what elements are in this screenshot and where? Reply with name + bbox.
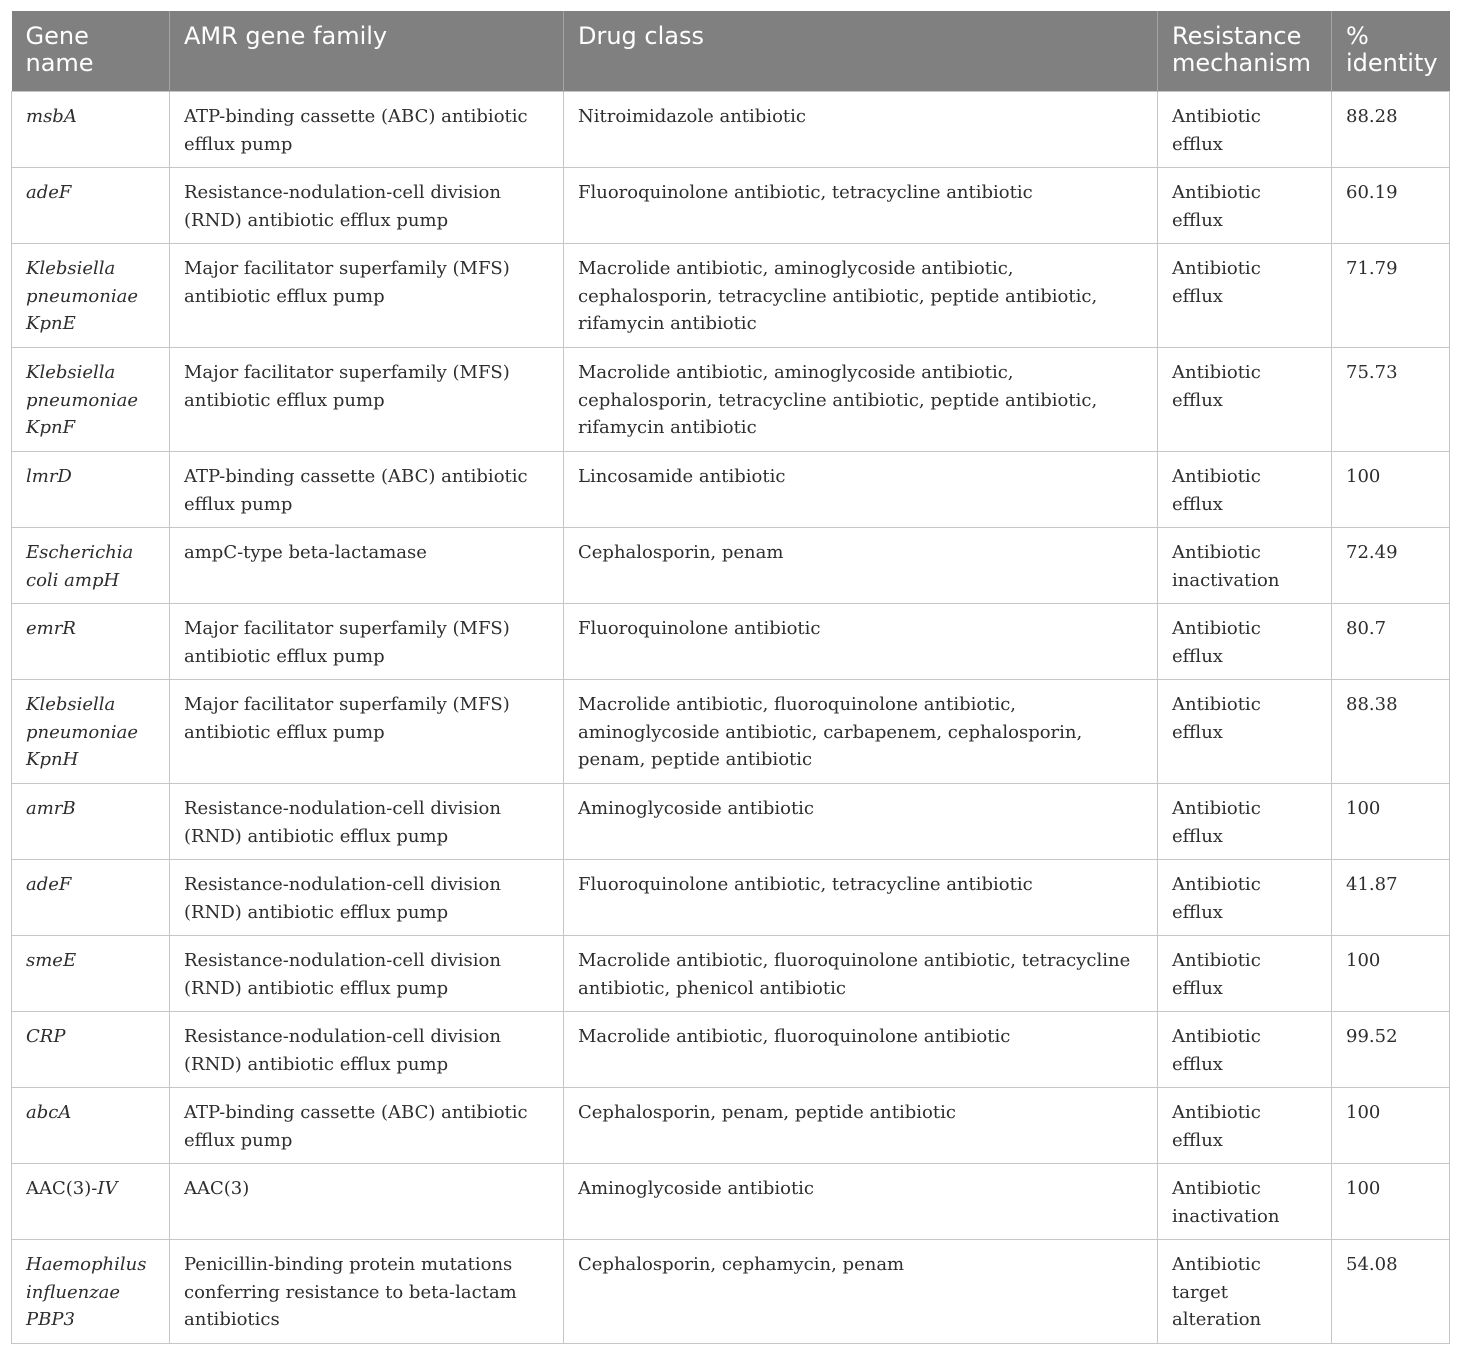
- resistance-mechanism-cell: Antibiotic efflux: [1158, 680, 1332, 784]
- gene-name-upright-part: AAC(3)-: [26, 1178, 98, 1199]
- percent-identity-cell: 75.73: [1332, 348, 1450, 452]
- gene-name-cell: emrR: [12, 604, 170, 680]
- percent-identity-cell: 88.38: [1332, 680, 1450, 784]
- percent-identity-cell: 41.87: [1332, 860, 1450, 936]
- percent-identity-cell: 100: [1332, 784, 1450, 860]
- amr-gene-family-cell: Penicillin-binding protein mutations conferring resistance to beta-lactam antibiotics: [170, 1240, 564, 1344]
- amr-gene-family-cell: ampC-type beta-lactamase: [170, 528, 564, 604]
- table-row: [12, 784, 1450, 860]
- header-drug-class: Drug class: [564, 11, 1158, 92]
- table-row: [12, 936, 1450, 1012]
- table-row: [12, 452, 1450, 528]
- table-row: [12, 1012, 1450, 1088]
- resistance-mechanism-cell: Antibiotic efflux: [1158, 348, 1332, 452]
- percent-identity-cell: 88.28: [1332, 92, 1450, 168]
- resistance-mechanism-cell: Antibiotic efflux: [1158, 92, 1332, 168]
- drug-class-cell: Aminoglycoside antibiotic: [564, 784, 1158, 860]
- resistance-mechanism-cell: Antibiotic efflux: [1158, 244, 1332, 348]
- gene-name-italic-part: IV: [97, 1178, 118, 1199]
- resistance-mechanism-cell: Antibiotic efflux: [1158, 1012, 1332, 1088]
- table-row: [12, 1088, 1450, 1164]
- gene-name-cell: Haemophilus influenzae PBP3: [12, 1240, 170, 1344]
- percent-identity-cell: 100: [1332, 452, 1450, 528]
- amr-gene-family-cell: AAC(3): [170, 1164, 564, 1240]
- amr-gene-family-cell: Resistance-nodulation-cell division (RND) antibiotic efflux pump: [170, 936, 564, 1012]
- table-row: [12, 244, 1450, 348]
- amr-gene-family-cell: Resistance-nodulation-cell division (RND) antibiotic efflux pump: [170, 784, 564, 860]
- gene-name-cell: adeF: [12, 860, 170, 936]
- table-row: [12, 680, 1450, 784]
- drug-class-cell: Fluoroquinolone antibiotic, tetracycline antibiotic: [564, 168, 1158, 244]
- gene-name-cell: CRP: [12, 1012, 170, 1088]
- resistance-mechanism-cell: Antibiotic efflux: [1158, 452, 1332, 528]
- percent-identity-cell: 71.79: [1332, 244, 1450, 348]
- drug-class-cell: Cephalosporin, penam, peptide antibiotic: [564, 1088, 1158, 1164]
- percent-identity-cell: 80.7: [1332, 604, 1450, 680]
- amr-gene-family-cell: ATP-binding cassette (ABC) antibiotic efflux pump: [170, 1088, 564, 1164]
- drug-class-cell: Cephalosporin, cephamycin, penam: [564, 1240, 1158, 1344]
- header-resistance-mechanism: Resistance mechanism: [1158, 11, 1332, 92]
- table-row: [12, 348, 1450, 452]
- gene-name-cell: [12, 1164, 170, 1240]
- amr-gene-family-cell: ATP-binding cassette (ABC) antibiotic efflux pump: [170, 92, 564, 168]
- gene-name-cell: Klebsiella pneumoniae KpnF: [12, 348, 170, 452]
- amr-gene-family-cell: Major facilitator superfamily (MFS) antibiotic efflux pump: [170, 604, 564, 680]
- gene-name-cell: abcA: [12, 1088, 170, 1164]
- resistance-mechanism-cell: Antibiotic efflux: [1158, 1088, 1332, 1164]
- gene-name-cell: Klebsiella pneumoniae KpnE: [12, 244, 170, 348]
- amr-gene-family-cell: Major facilitator superfamily (MFS) antibiotic efflux pump: [170, 348, 564, 452]
- table-header-row: [12, 11, 1450, 92]
- resistance-mechanism-cell: Antibiotic inactivation: [1158, 1164, 1332, 1240]
- amr-gene-family-cell: Major facilitator superfamily (MFS) antibiotic efflux pump: [170, 244, 564, 348]
- table-row: [12, 1240, 1450, 1344]
- percent-identity-cell: 72.49: [1332, 528, 1450, 604]
- gene-name-cell: msbA: [12, 92, 170, 168]
- drug-class-cell: Aminoglycoside antibiotic: [564, 1164, 1158, 1240]
- table-row: [12, 1164, 1450, 1240]
- drug-class-cell: Macrolide antibiotic, aminoglycoside antibiotic, cephalosporin, tetracycline antibiotic, peptide antibiotic, rifamycin antibiotic: [564, 348, 1158, 452]
- gene-name-cell: Klebsiella pneumoniae KpnH: [12, 680, 170, 784]
- table-row: [12, 168, 1450, 244]
- resistance-mechanism-cell: Antibiotic target alteration: [1158, 1240, 1332, 1344]
- table-row: [12, 92, 1450, 168]
- table-row: [12, 528, 1450, 604]
- percent-identity-cell: 100: [1332, 1088, 1450, 1164]
- drug-class-cell: Macrolide antibiotic, fluoroquinolone antibiotic, aminoglycoside antibiotic, carbapenem, cephalosporin, penam, peptide antibiotic: [564, 680, 1158, 784]
- amr-gene-table: [11, 11, 1450, 1344]
- amr-gene-family-cell: Resistance-nodulation-cell division (RND) antibiotic efflux pump: [170, 1012, 564, 1088]
- header-percent-identity: % identity: [1332, 11, 1450, 92]
- percent-identity-cell: 60.19: [1332, 168, 1450, 244]
- drug-class-cell: Lincosamide antibiotic: [564, 452, 1158, 528]
- resistance-mechanism-cell: Antibiotic efflux: [1158, 784, 1332, 860]
- amr-gene-family-cell: ATP-binding cassette (ABC) antibiotic efflux pump: [170, 452, 564, 528]
- resistance-mechanism-cell: Antibiotic efflux: [1158, 168, 1332, 244]
- table-row: [12, 604, 1450, 680]
- amr-gene-family-cell: Major facilitator superfamily (MFS) antibiotic efflux pump: [170, 680, 564, 784]
- amr-gene-family-cell: Resistance-nodulation-cell division (RND) antibiotic efflux pump: [170, 168, 564, 244]
- gene-name-cell: smeE: [12, 936, 170, 1012]
- drug-class-cell: Macrolide antibiotic, fluoroquinolone antibiotic: [564, 1012, 1158, 1088]
- drug-class-cell: Fluoroquinolone antibiotic: [564, 604, 1158, 680]
- percent-identity-cell: 100: [1332, 936, 1450, 1012]
- drug-class-cell: Fluoroquinolone antibiotic, tetracycline antibiotic: [564, 860, 1158, 936]
- table-row: [12, 860, 1450, 936]
- gene-name-cell: amrB: [12, 784, 170, 860]
- drug-class-cell: Nitroimidazole antibiotic: [564, 92, 1158, 168]
- resistance-mechanism-cell: Antibiotic efflux: [1158, 936, 1332, 1012]
- gene-name-cell: lmrD: [12, 452, 170, 528]
- percent-identity-cell: 99.52: [1332, 1012, 1450, 1088]
- percent-identity-cell: 100: [1332, 1164, 1450, 1240]
- drug-class-cell: Macrolide antibiotic, fluoroquinolone antibiotic, tetracycline antibiotic, phenicol antibiotic: [564, 936, 1158, 1012]
- header-amr-gene-family: AMR gene family: [170, 11, 564, 92]
- percent-identity-cell: 54.08: [1332, 1240, 1450, 1344]
- resistance-mechanism-cell: Antibiotic efflux: [1158, 604, 1332, 680]
- header-gene-name: Gene name: [12, 11, 170, 92]
- drug-class-cell: Macrolide antibiotic, aminoglycoside antibiotic, cephalosporin, tetracycline antibiotic, peptide antibiotic, rifamycin antibiotic: [564, 244, 1158, 348]
- resistance-mechanism-cell: Antibiotic inactivation: [1158, 528, 1332, 604]
- amr-gene-family-cell: Resistance-nodulation-cell division (RND) antibiotic efflux pump: [170, 860, 564, 936]
- gene-name-cell: adeF: [12, 168, 170, 244]
- gene-name-cell: Escherichia coli ampH: [12, 528, 170, 604]
- resistance-mechanism-cell: Antibiotic efflux: [1158, 860, 1332, 936]
- drug-class-cell: Cephalosporin, penam: [564, 528, 1158, 604]
